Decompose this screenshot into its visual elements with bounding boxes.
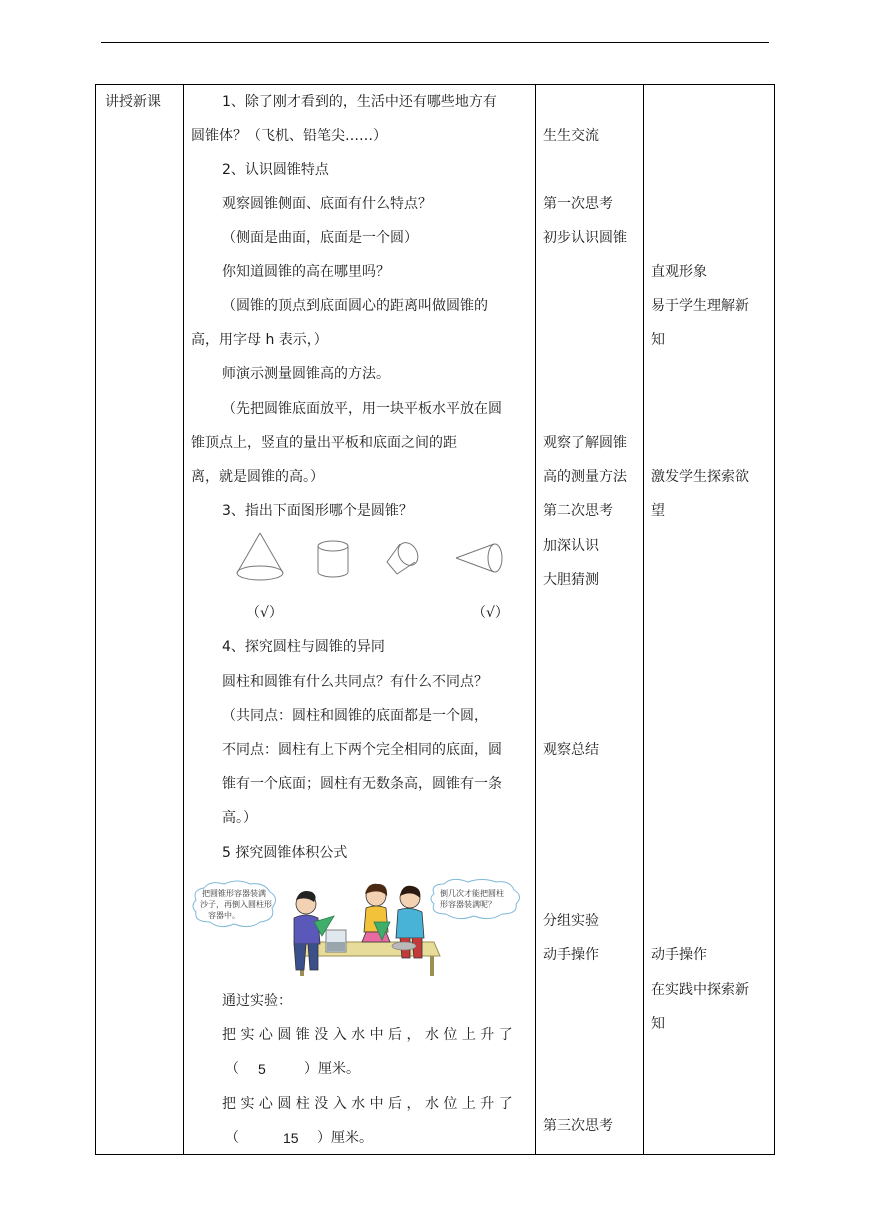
column-divider-1	[183, 84, 184, 1155]
bubble-left-line-3: 容器中。	[208, 911, 240, 920]
experiment-intro: 通过实验：	[222, 993, 292, 1009]
answer-height-2: 高，用字母 h 表示，）	[191, 332, 328, 348]
experiment-illustration	[190, 878, 535, 978]
bubble-right-line-1: 倒几次才能把圆柱	[440, 889, 504, 898]
question-compare: 圆柱和圆锥有什么共同点？有什么不同点？	[222, 674, 488, 690]
cone-figure	[232, 530, 288, 585]
result-cylinder-close: ）厘米。	[317, 1130, 373, 1146]
bubble-left-line-2: 沙子，再倒入圆柱形	[200, 900, 272, 909]
demo-method-3: 离，就是圆锥的高。）	[191, 469, 324, 485]
section-label: 讲授新课	[105, 94, 161, 110]
intent-4: 激发学生探索欲	[651, 469, 749, 485]
answer-compare-4: 高。）	[222, 810, 257, 826]
answer-compare-2: 不同点：圆柱有上下两个完全相同的底面，圆	[222, 742, 502, 758]
heading-3: 3、指出下面图形哪个是圆锥？	[222, 503, 413, 519]
answer-height-1: （圆锥的顶点到底面圆心的距离叫做圆锥的	[222, 298, 488, 314]
column-divider-2	[535, 84, 536, 1155]
student-activity-1: 生生交流	[543, 128, 599, 144]
demo-method-2: 锥顶点上，竖直的量出平板和底面之间的距	[191, 435, 457, 451]
lying-cone-figure	[452, 540, 508, 576]
column-divider-3	[643, 84, 644, 1155]
question-1: 1、除了刚才看到的，生活中还有哪些地方有	[222, 94, 497, 110]
intent-7: 在实践中探索新	[651, 982, 749, 998]
result-cylinder-open: （	[225, 1130, 239, 1146]
answer-compare-3: 锥有一个底面；圆柱有无数条高，圆锥有一条	[222, 776, 502, 792]
result-cylinder-1: 把 实 心 圆 柱 没 入 水 中 后 ， 水 位 上 升 了	[222, 1096, 513, 1112]
header-rule	[101, 42, 769, 43]
student-activity-10: 分组实验	[543, 913, 599, 929]
student-activity-7: 加深认识	[543, 538, 599, 554]
question-surface: 观察圆锥侧面、底面有什么特点？	[222, 196, 432, 212]
result-cone-1: 把 实 心 圆 锥 没 入 水 中 后 ， 水 位 上 升 了	[222, 1027, 513, 1043]
check-mark-2: （√）	[472, 605, 509, 621]
student-activity-8: 大胆猜测	[543, 572, 599, 588]
question-1-answer: 圆锥体？（飞机、铅笔尖……）	[191, 128, 387, 144]
cylinder-figure	[314, 538, 352, 582]
intent-8: 知	[651, 1016, 665, 1032]
heading-2: 2、认识圆锥特点	[222, 162, 329, 178]
answer-compare-1: （共同点：圆柱和圆锥的底面都是一个圆，	[222, 708, 488, 724]
intent-3: 知	[651, 332, 665, 348]
frustum-figure	[382, 540, 422, 580]
result-cone-open: （	[225, 1061, 239, 1077]
student-activity-4: 观察了解圆锥	[543, 435, 627, 451]
student-activity-6: 第二次思考	[543, 503, 613, 519]
result-cone-close: ）厘米。	[304, 1061, 360, 1077]
bubble-right-line-2: 形容器装满呢？	[440, 900, 496, 909]
result-cylinder-value: 15	[283, 1130, 299, 1146]
intent-2: 易于学生理解新	[651, 298, 749, 314]
intent-6: 动手操作	[651, 947, 707, 963]
check-mark-1: （√）	[246, 605, 283, 621]
intent-5: 望	[651, 503, 665, 519]
heading-4: 4、探究圆柱与圆锥的异同	[222, 639, 385, 655]
teacher-demo: 师演示测量圆锥高的方法。	[222, 366, 390, 382]
demo-method-1: （先把圆锥底面放平，用一块平板水平放在圆	[222, 401, 502, 417]
question-height: 你知道圆锥的高在哪里吗？	[222, 264, 390, 280]
student-activity-12: 第三次思考	[543, 1118, 613, 1134]
result-cone-value: 5	[258, 1061, 266, 1077]
student-activity-3: 初步认识圆锥	[543, 230, 627, 246]
student-activity-2: 第一次思考	[543, 196, 613, 212]
intent-1: 直观形象	[651, 264, 707, 280]
bubble-left-line-1: 把圆锥形容器装满	[202, 889, 266, 898]
student-activity-11: 动手操作	[543, 947, 599, 963]
student-activity-5: 高的测量方法	[543, 469, 627, 485]
answer-surface: （侧面是曲面，底面是一个圆）	[222, 230, 418, 246]
student-activity-9: 观察总结	[543, 742, 599, 758]
heading-5: 5 探究圆锥体积公式	[222, 845, 348, 861]
